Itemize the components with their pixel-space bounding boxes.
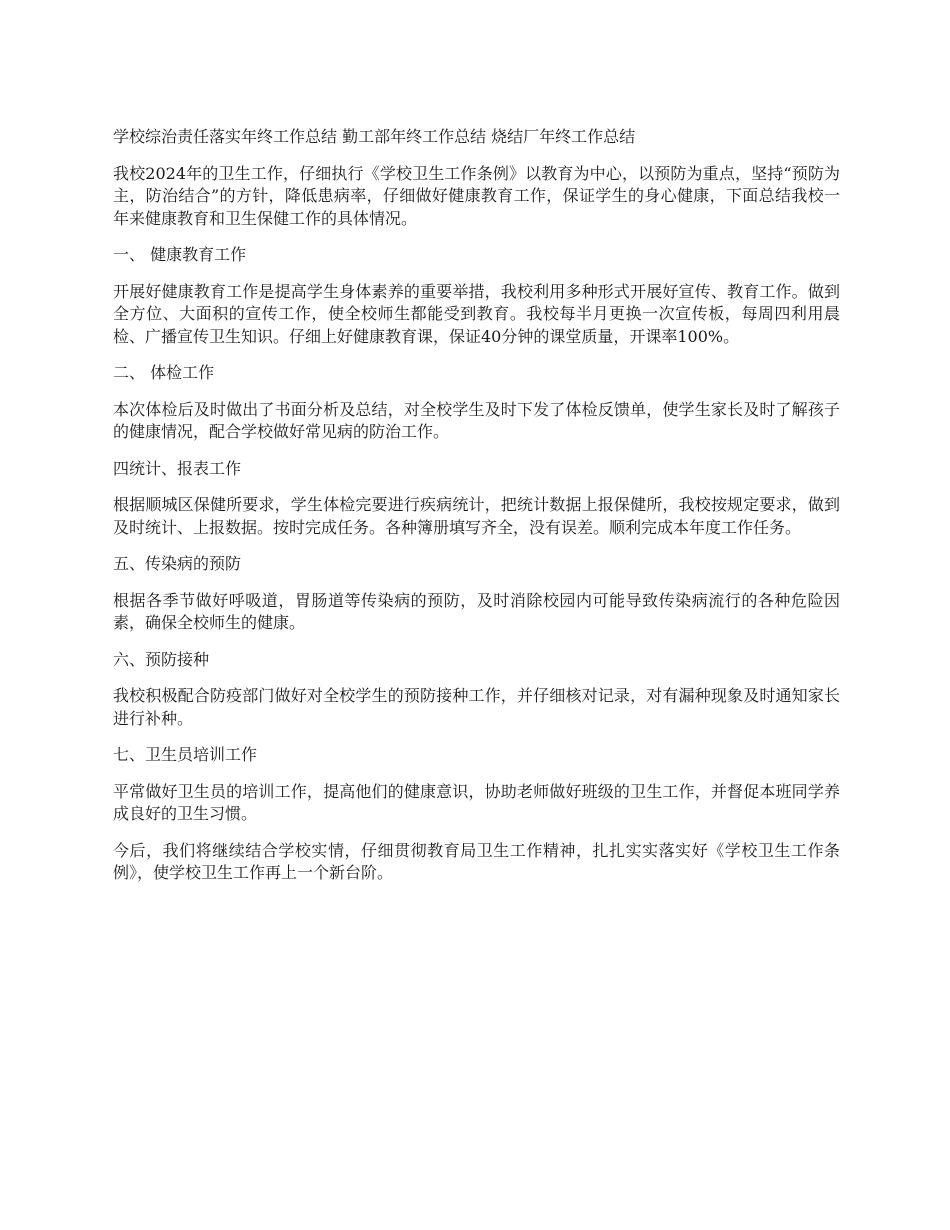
closing-paragraph: 今后，我们将继续结合学校实情，仔细贯彻教育局卫生工作精神，扎扎实实落实好《学校卫生工作条例》，使学校卫生工作再上一个新台阶。 bbox=[113, 840, 840, 882]
health-education-paragraph: 开展好健康教育工作是提高学生身体素养的重要举措，我校利用多种形式开展好宣传、教育工作。做到全方位、大面积的宣传工作，使全校师生都能受到教育。我校每半月更换一次宣传板，每周四利用晨检、广播宣传卫生知识。仔细上好健康教育课，保证40分钟的课堂质量，开课率100%。 bbox=[113, 281, 840, 346]
vaccination-paragraph: 我校积极配合防疫部门做好对全校学生的预防接种工作，并仔细核对记录，对有漏种现象及时通知家长进行补种。 bbox=[113, 686, 840, 728]
document-title: 学校综治责任落实年终工作总结 勤工部年终工作总结 烧结厂年终工作总结 bbox=[113, 127, 636, 146]
section-heading-statistics: 四统计、报表工作 bbox=[113, 458, 242, 478]
document-page bbox=[113, 126, 840, 899]
section-heading-health-staff-training: 七、卫生员培训工作 bbox=[113, 745, 258, 764]
infectious-disease-paragraph: 根据各季节做好呼吸道，胃肠道等传染病的预防，及时消除校园内可能导致传染病流行的各种危险因素，确保全校师生的健康。 bbox=[113, 590, 840, 632]
intro-paragraph: 我校2024年的卫生工作，仔细执行《学校卫生工作条例》以教育为中心，以预防为重点，坚持“预防为主，防治结合”的方针，降低患病率，仔细做好健康教育工作，保证学生的身心健康，下面总结我校一年来健康教育和卫生保健工作的具体情况。 bbox=[113, 163, 840, 228]
section-heading-physical-exam: 二、 体检工作 bbox=[113, 363, 215, 382]
section-heading-infectious-disease: 五、传染病的预防 bbox=[113, 554, 242, 573]
section-heading-health-education: 一、 健康教育工作 bbox=[113, 245, 247, 264]
statistics-paragraph: 根据顺城区保健所要求，学生体检完要进行疾病统计，把统计数据上报保健所，我校按规定要求，做到及时统计、上报数据。按时完成任务。各种簿册填写齐全，没有误差。顺利完成本年度工作任务。 bbox=[113, 495, 840, 537]
health-staff-training-paragraph: 平常做好卫生员的培训工作，提高他们的健康意识，协助老师做好班级的卫生工作，并督促本班同学养成良好的卫生习惯。 bbox=[113, 781, 840, 823]
physical-exam-paragraph: 本次体检后及时做出了书面分析及总结，对全校学生及时下发了体检反馈单，使学生家长及时了解孩子的健康情况，配合学校做好常见病的防治工作。 bbox=[113, 399, 840, 441]
section-heading-vaccination: 六、预防接种 bbox=[113, 649, 210, 669]
